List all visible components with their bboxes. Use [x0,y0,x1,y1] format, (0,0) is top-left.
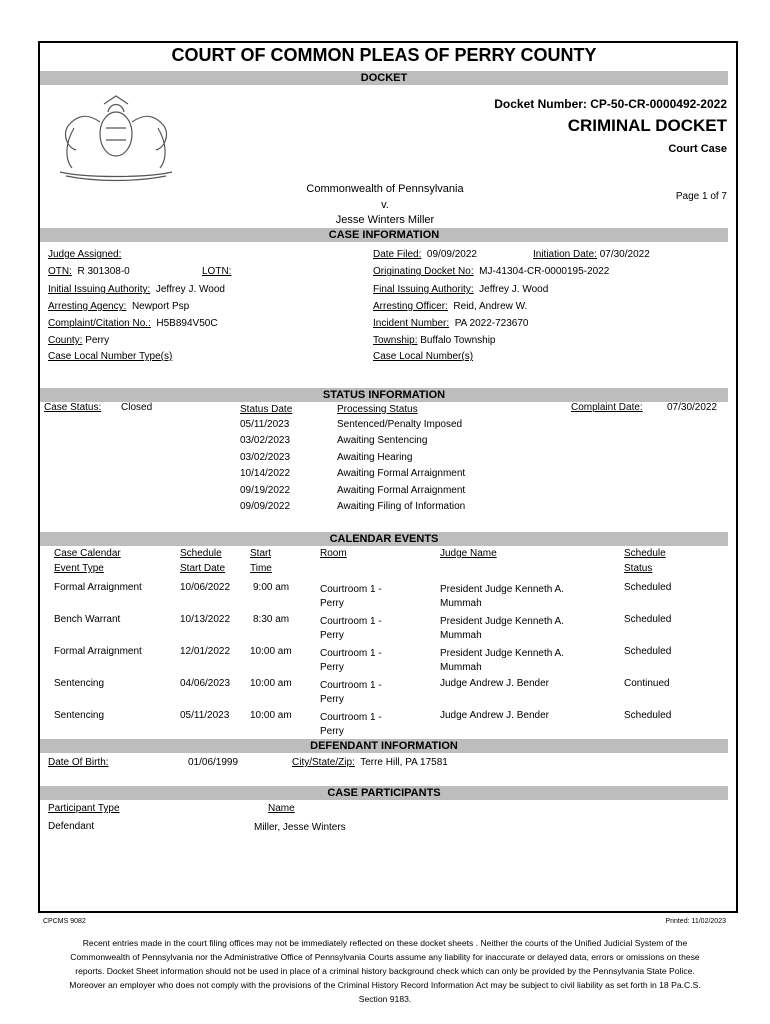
final-issuing-authority-value: Jeffrey J. Wood [479,284,549,295]
status-row-status: Awaiting Formal Arraignment [337,468,466,479]
calendar-room: Courtroom 1 - [320,648,382,659]
calendar-time: 10:00 am [250,710,292,721]
arresting-agency-value: Newport Psp [131,301,190,312]
calendar-room: Perry [320,694,344,705]
calendar-time: 10:00 am [250,646,292,657]
date-filed-label: Date Filed: [373,249,422,260]
defendant-information-band: DEFENDANT INFORMATION [40,739,728,753]
arresting-agency [48,301,189,312]
calendar-status: Scheduled [624,710,672,721]
initial-issuing-authority-label: Initial Issuing Authority: [48,284,151,295]
status-row-date: 03/02/2023 [240,452,291,463]
calendar-date: 05/11/2023 [180,710,230,721]
calendar-room: Courtroom 1 - [320,680,382,691]
township-label: Township: [373,335,418,346]
city-state-zip [292,757,448,768]
case-status-value: Closed [121,402,153,413]
status-row-date: 10/14/2022 [240,468,291,479]
status-row-status: Awaiting Formal Arraignment [337,485,466,496]
date-of-birth-value: 01/06/1999 [188,757,239,768]
date-filed-value: 09/09/2022 [426,249,477,260]
judge-name-header: Judge Name [440,548,497,559]
complaint-citation-no-value: H5B894V50C [156,318,218,329]
complaint-date-value: 07/30/2022 [667,402,718,413]
arresting-officer-value: Reid, Andrew W. [453,301,528,312]
calendar-date: 10/06/2022 [180,582,231,593]
docket-number: Docket Number: CP-50-CR-0000492-2022 [494,97,727,111]
calendar-date: 10/13/2022 [180,614,231,625]
initiation-date [533,249,650,260]
initial-issuing-authority-value: Jeffrey J. Wood [155,284,225,295]
arresting-agency-label: Arresting Agency: [48,301,127,312]
status-row-date: 05/11/2023 [240,419,290,430]
county-label: County: [48,335,83,346]
final-issuing-authority-label: Final Issuing Authority: [373,284,474,295]
room-header: Room [320,548,347,559]
start-time-header: Start [250,548,272,559]
calendar-time: 8:30 am [253,614,290,625]
judge-assigned-label: Judge Assigned: [48,249,122,260]
docket-band: DOCKET [40,71,728,85]
city-state-zip-label: City/State/Zip: [292,757,355,768]
case-local-number-type-label: Case Local Number Type(s) [48,351,173,362]
calendar-judge: President Judge Kenneth A. [440,584,564,595]
calendar-events-band: CALENDAR EVENTS [40,532,728,546]
township [373,335,496,346]
calendar-event: Sentencing [54,678,105,689]
otn-label: OTN: [48,266,72,277]
calendar-date: 12/01/2022 [180,646,231,657]
incident-number [373,318,529,329]
status-row-status: Sentenced/Penalty Imposed [337,419,463,430]
otn [48,266,130,277]
status-date-header: Status Date [240,404,293,415]
participant-type-header: Participant Type [48,803,120,814]
schedule-start-date-header: Schedule [180,548,222,559]
final-issuing-authority [373,284,548,295]
status-row-status: Awaiting Hearing [337,452,413,463]
arresting-officer-label: Arresting Officer: [373,301,448,312]
originating-docket-value: MJ-41304-CR-0000195-2022 [479,266,610,277]
court-case-label: Court Case [668,143,727,155]
calendar-date: 04/06/2023 [180,678,231,689]
caption-line1: Commonwealth of Pennsylvania [306,183,464,195]
calendar-event: Bench Warrant [54,614,121,625]
form-number: CPCMS 9082 [43,918,86,925]
schedule-start-date-header: Start Date [180,563,226,574]
court-title: COURT OF COMMON PLEAS OF PERRY COUNTY [171,45,597,65]
calendar-event: Sentencing [54,710,105,721]
calendar-judge: Mummah [440,662,482,673]
township-value: Buffalo Township [420,335,496,346]
initiation-date-value: 07/30/2022 [599,249,650,260]
caption-v: v. [381,199,389,211]
calendar-judge: Mummah [440,630,482,641]
status-row-date: 09/09/2022 [240,501,291,512]
initial-issuing-authority [48,284,225,295]
incident-number-value: PA 2022-723670 [454,318,529,329]
calendar-event: Formal Arraignment [54,582,142,593]
complaint-date-label: Complaint Date: [571,402,643,413]
date-of-birth-label: Date Of Birth: [48,757,109,768]
docket-type: CRIMINAL DOCKET [567,116,727,135]
processing-status-header: Processing Status [337,404,418,415]
disclaimer-text: Recent entries made in the court filing offices may not be immediately reflected on these docket sheets . Neither the courts of the Unified Judicial System of the Commonwealth of Pennsylvania nor the Administrative Office of Pennsylvania Courts assume any liability for inaccurate or delayed data, errors or omissions on these reports. Docket Sheet information should not be used in place of a criminal history background check which can only be provided by the Pennsylvania State Police. Moreover an employer who does not comply with the provisions of the Criminal History Record Information Act may be subject to civil liability as set forth in 18 Pa.C.S. Section 9183. [69,938,701,1004]
calendar-status: Scheduled [624,582,672,593]
calendar-judge: Judge Andrew J. Bender [440,710,549,721]
calendar-room: Courtroom 1 - [320,616,382,627]
lotn-label: LOTN: [202,266,232,277]
arresting-officer [373,301,527,312]
status-row-status: Awaiting Filing of Information [337,501,466,512]
event-type-header: Case Calendar [54,548,121,559]
calendar-judge: Mummah [440,598,482,609]
calendar-time: 10:00 am [250,678,292,689]
calendar-room: Perry [320,726,344,737]
event-type-header: Event Type [54,563,104,574]
city-state-zip-value: Terre Hill, PA 17581 [360,757,448,768]
originating-docket-label: Originating Docket No: [373,266,474,277]
county-value: Perry [85,335,110,346]
caption-line3: Jesse Winters Miller [335,214,435,226]
calendar-room: Perry [320,598,344,609]
calendar-room: Perry [320,630,344,641]
status-information-band: STATUS INFORMATION [40,388,728,402]
calendar-room: Courtroom 1 - [320,712,382,723]
page-indicator: Page 1 of 7 [675,191,727,202]
complaint-citation-no-label: Complaint/Citation No.: [48,318,151,329]
status-row-date: 09/19/2022 [240,485,291,496]
calendar-judge: President Judge Kenneth A. [440,616,564,627]
otn-value: R 301308-0 [77,266,130,277]
calendar-room: Perry [320,662,344,673]
calendar-room: Courtroom 1 - [320,584,382,595]
status-row-status: Awaiting Sentencing [337,435,428,446]
incident-number-label: Incident Number: [373,318,450,329]
calendar-judge: President Judge Kenneth A. [440,648,564,659]
calendar-status: Scheduled [624,614,672,625]
pennsylvania-seal-icon [46,92,186,182]
participant-type: Defendant [48,821,95,832]
schedule-status-header: Status [624,563,653,574]
case-status-label: Case Status: [44,402,102,413]
date-filed [373,249,477,260]
originating-docket [373,266,609,277]
county [48,335,109,346]
initiation-date-label: Initiation Date: [533,249,597,260]
case-participants-band: CASE PARTICIPANTS [40,786,728,800]
calendar-event: Formal Arraignment [54,646,142,657]
start-time-header: Time [250,563,272,574]
case-local-number-label: Case Local Number(s) [373,351,474,362]
status-row-date: 03/02/2023 [240,435,291,446]
participant-name-header: Name [268,803,295,814]
calendar-status: Continued [624,678,670,689]
calendar-judge: Judge Andrew J. Bender [440,678,549,689]
calendar-time: 9:00 am [253,582,290,593]
complaint-citation-no [48,318,218,329]
printed-date: Printed: 11/02/2023 [665,918,726,925]
schedule-status-header: Schedule [624,548,666,559]
case-information-band: CASE INFORMATION [40,228,728,242]
participant-name: Miller, Jesse Winters [254,822,346,833]
calendar-status: Scheduled [624,646,672,657]
